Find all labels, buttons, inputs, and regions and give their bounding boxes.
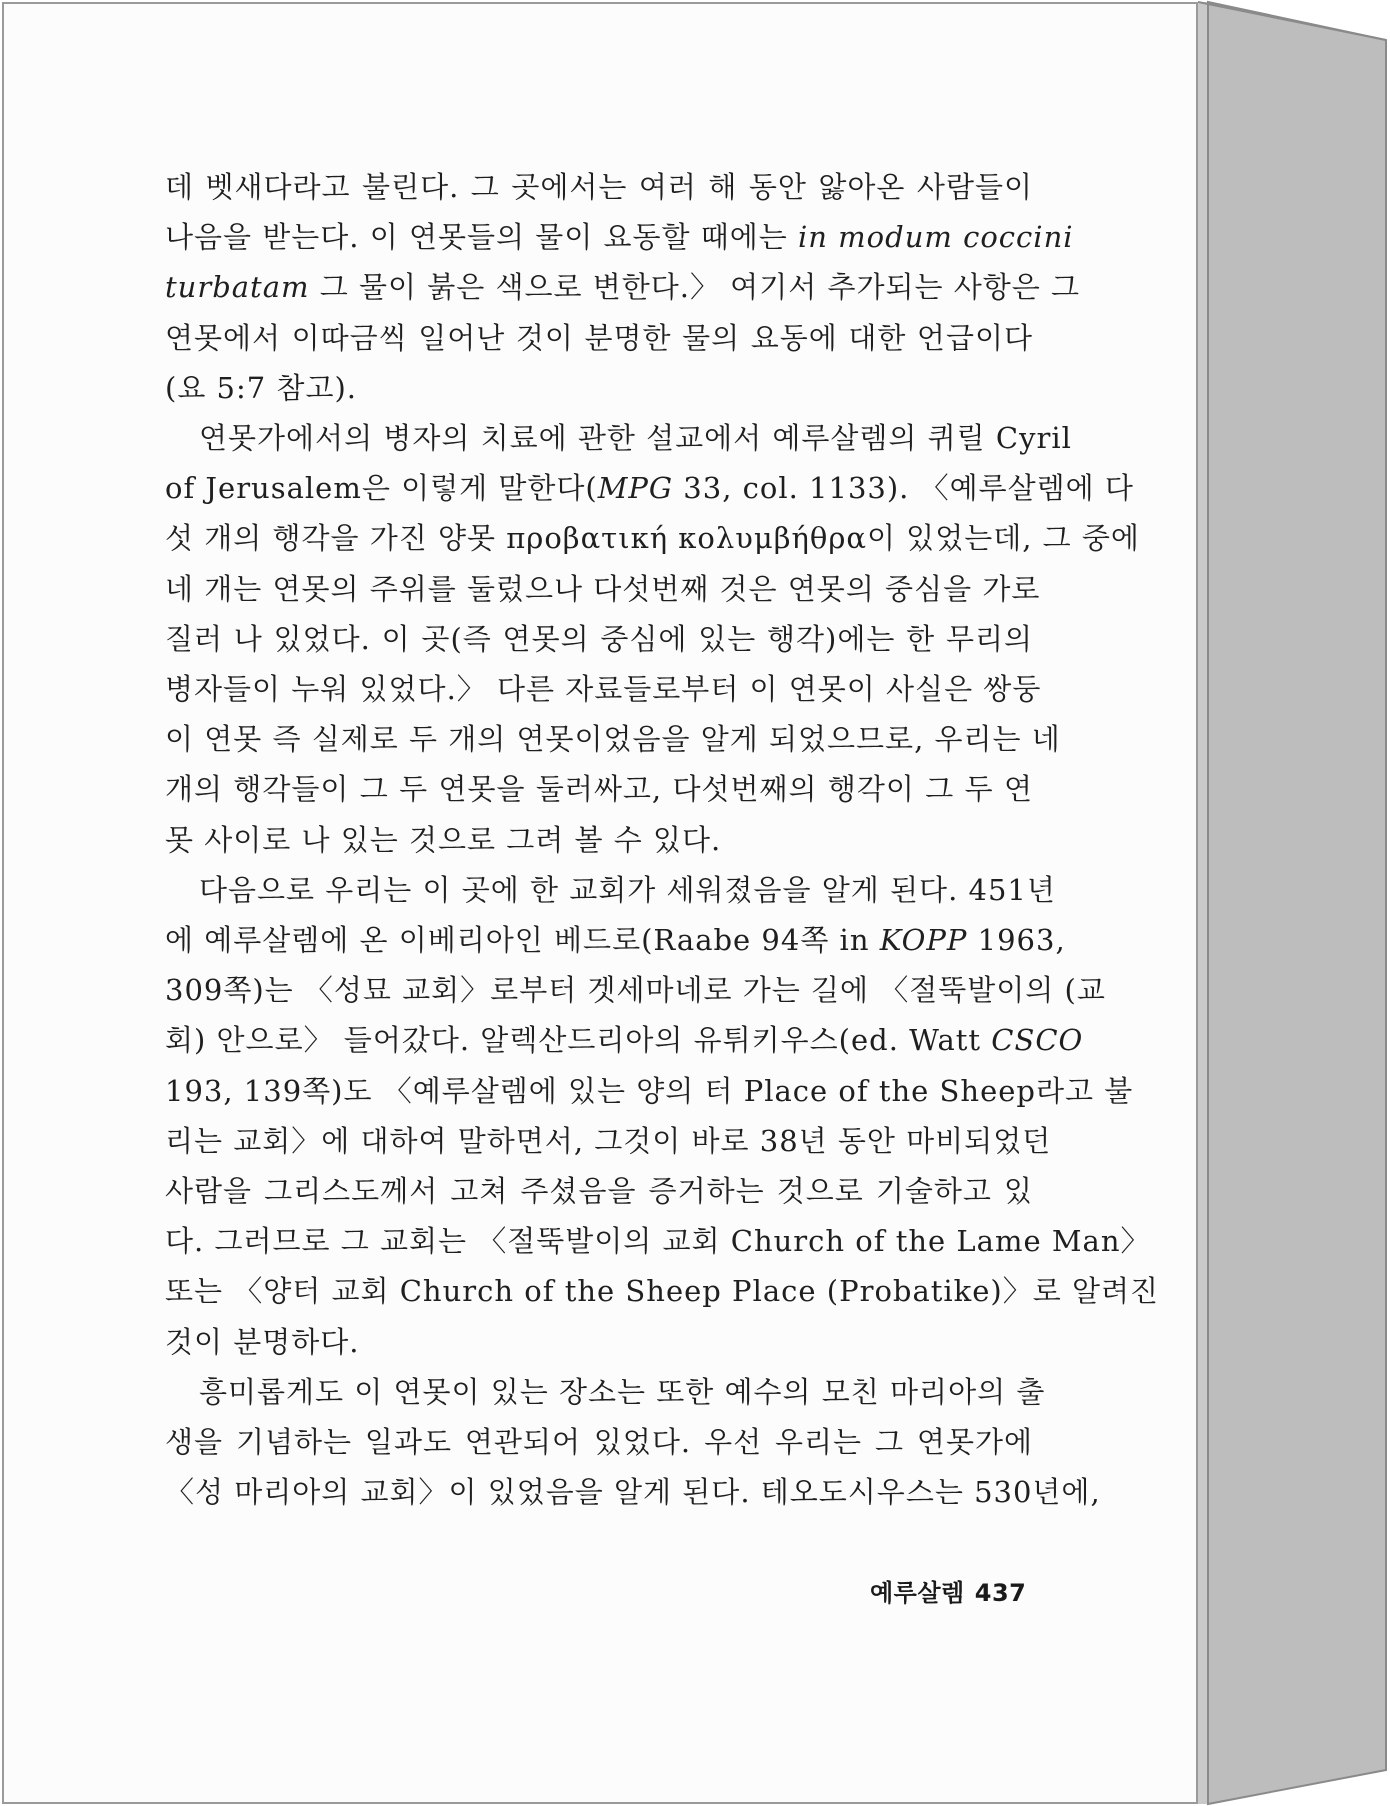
text-line [165,915,1066,965]
italic-text: turbatam [165,270,310,305]
text-line [165,614,1033,664]
text-line [165,764,1033,814]
text-run: 또는 〈양터 교회 Church of the Sheep Place (Probatike)〉로 알려진 [165,1274,1160,1309]
text-run: 생을 기념하는 일과도 연관되어 있었다. 우선 우리는 그 연못가에 [165,1425,1033,1460]
text-line [165,1417,1033,1467]
text-line [165,162,1033,212]
text-run: 질러 나 있었다. 이 곳(즉 연못의 중심에 있는 행각)에는 한 무리의 [165,621,1033,656]
book-edge [1198,0,1388,1806]
text-run: 회) 안으로〉 들어갔다. 알렉산드리아의 유튀키우스(ed. Watt [165,1023,992,1058]
text-line [165,1367,1046,1417]
text-line [165,865,1056,915]
text-line [165,1015,1084,1065]
text-run: 흥미롭게도 이 연못이 있는 장소는 또한 예수의 모친 마리아의 출 [199,1374,1046,1409]
italic-text: in modum coccini [798,220,1074,255]
text-run: 이 연못 즉 실제로 두 개의 연못이었음을 알게 되었으므로, 우리는 네 [165,722,1061,757]
page-footer [870,1573,1026,1608]
text-run: 다음으로 우리는 이 곳에 한 교회가 세워졌음을 알게 된다. 451년 [199,872,1056,907]
text-line [165,363,1033,413]
italic-text: MPG [597,471,674,506]
page-number: 437 [974,1579,1027,1607]
text-run: 나음을 받는다. 이 연못들의 물이 요동할 때에는 [165,220,799,255]
text-line [165,413,1072,463]
text-line [165,1317,1033,1367]
text-run: 연못에서 이따금씩 일어난 것이 분명한 물의 요동에 대한 언급이다 [165,320,1033,355]
text-run: of Jerusalem은 이렇게 말한다( [165,471,598,506]
text-line [165,815,1033,865]
text-run: 네 개는 연못의 주위를 둘렀으나 다섯번째 것은 연못의 중심을 가로 [165,571,1041,606]
text-run: 에 예루살렘에 온 이베리아인 베드로(Raabe 94쪽 in [165,923,880,958]
text-run: 〈성 마리아의 교회〉이 있었음을 알게 된다. 테오도시우스는 530년에, [165,1475,1101,1510]
text-run: 것이 분명하다. [165,1324,360,1359]
text-run: 사람을 그리스도께서 고쳐 주셨음을 증거하는 것으로 기술하고 있 [165,1174,1033,1209]
italic-text: CSCO [991,1023,1084,1058]
text-line [165,714,1061,764]
text-line [165,262,1080,312]
text-line [165,1216,1151,1266]
text-line [165,463,1134,513]
italic-text: KOPP [879,923,968,958]
text-line [165,1467,1101,1517]
text-line [165,664,1042,714]
text-run: 309쪽)는 〈성묘 교회〉로부터 겟세마네로 가는 길에 〈절뚝발이의 (교 [165,973,1106,1008]
text-run: 리는 교회〉에 대하여 말하면서, 그것이 바로 38년 동안 마비되었던 [165,1123,1052,1158]
text-line [165,212,1074,262]
text-run: 연못가에서의 병자의 치료에 관한 설교에서 예루살렘의 퀴릴 Cyril [199,421,1072,456]
text-line [165,313,1033,363]
text-run: 데 벳새다라고 불린다. 그 곳에서는 여러 해 동안 앓아온 사람들이 [165,170,1033,204]
text-line [165,965,1106,1015]
text-run: 다. 그러므로 그 교회는 〈절뚝발이의 교회 Church of the Lame Man〉 [165,1224,1151,1259]
text-run: 섯 개의 행각을 가진 양못 προβατική κολυμβήθρα이 있었는데, 그 중에 [165,521,1140,556]
text-run: 병자들이 누워 있었다.〉 다른 자료들로부터 이 연못이 사실은 쌍둥 [165,672,1042,707]
body-text [165,162,1160,1517]
text-run: 그 물이 붉은 색으로 변한다.〉 여기서 추가되는 사항은 그 [309,270,1080,305]
text-line [165,1166,1033,1216]
text-line [165,513,1140,563]
text-run: 1963, [967,923,1066,958]
text-run: 못 사이로 나 있는 것으로 그려 볼 수 있다. [165,822,722,857]
text-line [165,1066,1134,1116]
running-head: 예루살렘 [870,1579,965,1607]
text-line [165,564,1041,614]
text-run: 개의 행각들이 그 두 연못을 둘러싸고, 다섯번째의 행각이 그 두 연 [165,772,1033,807]
text-run: 33, col. 1133). 〈예루살렘에 다 [673,471,1134,506]
text-run: 193, 139쪽)도 〈예루살렘에 있는 양의 터 Place of the Sheep라고 불 [165,1073,1134,1108]
text-line [165,1266,1160,1316]
text-run: (요 5:7 참고). [165,370,357,405]
text-line [165,1116,1052,1166]
